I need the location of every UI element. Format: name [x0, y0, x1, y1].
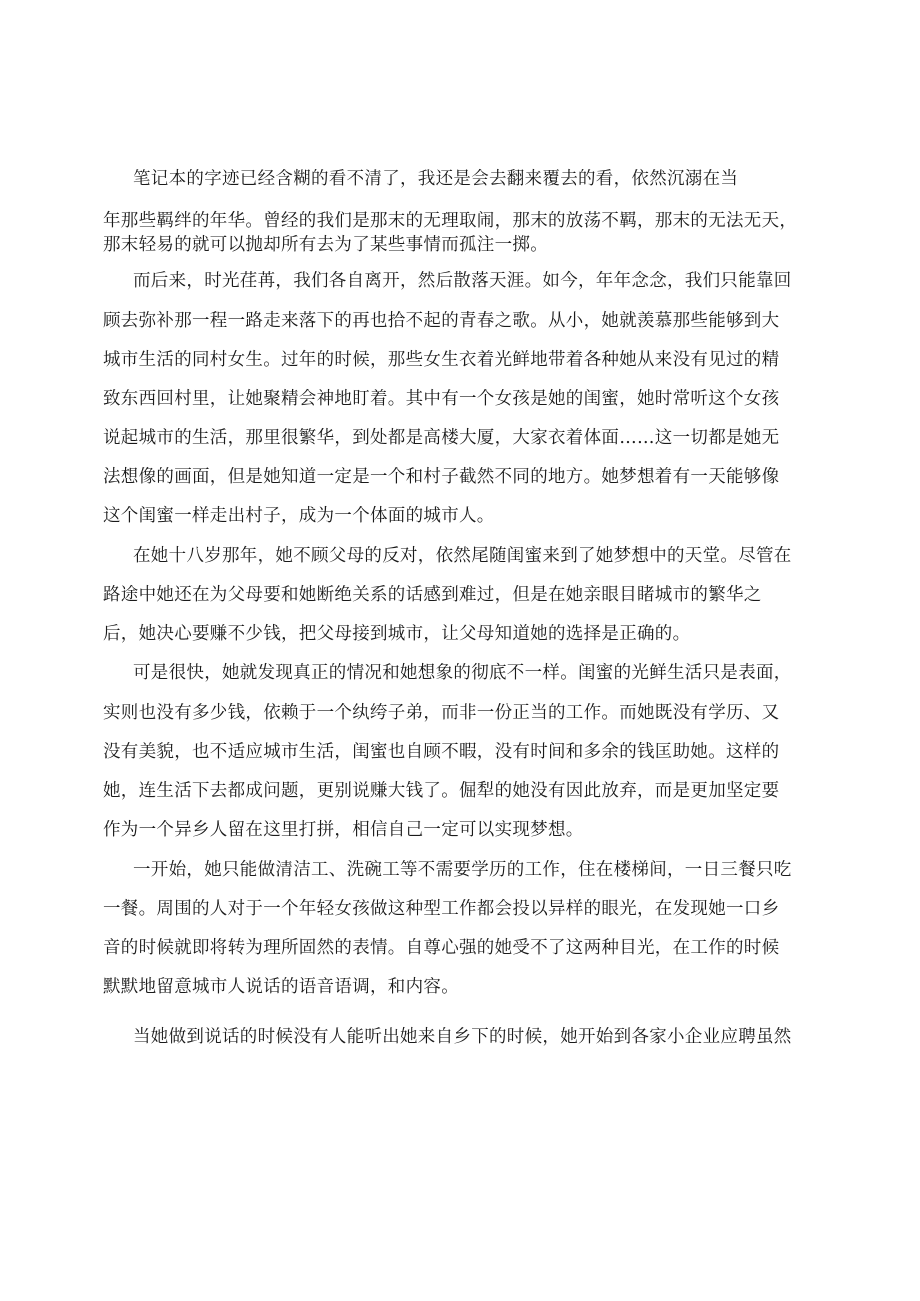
- text-line: 一开始，她只能做清洁工、洗碗工等不需要学历的工作，住在楼梯间，一日三餐只吃: [133, 860, 792, 880]
- text-line: 说起城市的生活，那里很繁华，到处都是高楼大厦，大家衣着体面……这一切都是她无: [103, 428, 780, 448]
- text-line: 顾去弥补那一程一路走来落下的再也拾不起的青春之歌。从小，她就羡慕那些能够到大: [103, 311, 780, 331]
- text-line: 致东西回村里，让她聚精会神地盯着。其中有一个女孩是她的闺蜜，她时常听这个女孩: [103, 389, 780, 409]
- text-line: 默默地留意城市人说话的语音语调，和内容。: [103, 977, 459, 997]
- text-line: 路途中她还在为父母要和她断绝关系的话感到难过，但是在她亲眼目睹城市的繁华之: [103, 585, 762, 605]
- text-line: 城市生活的同村女生。过年的时候，那些女生衣着光鲜地带着各种她从来没有见过的精: [103, 350, 780, 370]
- text-line: 法想像的画面，但是她知道一定是一个和村子截然不同的地方。她梦想着有一天能够像: [103, 467, 780, 487]
- text-line: 年那些羁绊的年华。曾经的我们是那末的无理取闹，那末的放荡不羁，那末的无法无天，: [103, 211, 798, 231]
- text-line: 这个闺蜜一样走出村子，成为一个体面的城市人。: [103, 506, 495, 526]
- text-line: 一餐。周围的人对于一个年轻女孩做这种型工作都会投以异样的眼光，在发现她一口乡: [103, 899, 780, 919]
- text-line: 作为一个异乡人留在这里打拼，相信自己一定可以实现梦想。: [103, 820, 584, 840]
- text-line: 她，连生活下去都成问题，更别说赚大钱了。倔犁的她没有因此放弃，而是更加坚定要: [103, 781, 780, 801]
- text-line: 音的时候就即将转为理所固然的表情。自尊心强的她受不了这两种目光，在工作的时候: [103, 938, 780, 958]
- text-line: 实则也没有多少钱，依赖于一个纨绔子弟，而非一份正当的工作。而她既没有学历、又: [103, 703, 780, 723]
- text-line: 在她十八岁那年，她不顾父母的反对，依然尾随闺蜜来到了她梦想中的天堂。尽管在: [133, 546, 792, 566]
- text-line: 后，她决心要赚不少钱，把父母接到城市，让父母知道她的选择是正确的。: [103, 624, 691, 644]
- text-line: 当她做到说话的时候没有人能听出她来自乡下的时候，她开始到各家小企业应聘虽然: [133, 1027, 792, 1047]
- text-line: 那末轻易的就可以抛却所有去为了某些事情而孤注一掷。: [103, 235, 548, 255]
- text-line: 没有美貌，也不适应城市生活，闺蜜也自顾不暇，没有时间和多余的钱匡助她。这样的: [103, 742, 780, 762]
- text-line: 可是很快，她就发现真正的情况和她想象的彻底不一样。闺蜜的光鲜生活只是表面，: [133, 663, 792, 683]
- text-line: 而后来，时光荏苒，我们各自离开，然后散落天涯。如今，年年念念，我们只能靠回: [133, 271, 792, 291]
- text-line: 笔记本的字迹已经含糊的看不清了，我还是会去翻来覆去的看，依然沉溺在当: [133, 169, 739, 189]
